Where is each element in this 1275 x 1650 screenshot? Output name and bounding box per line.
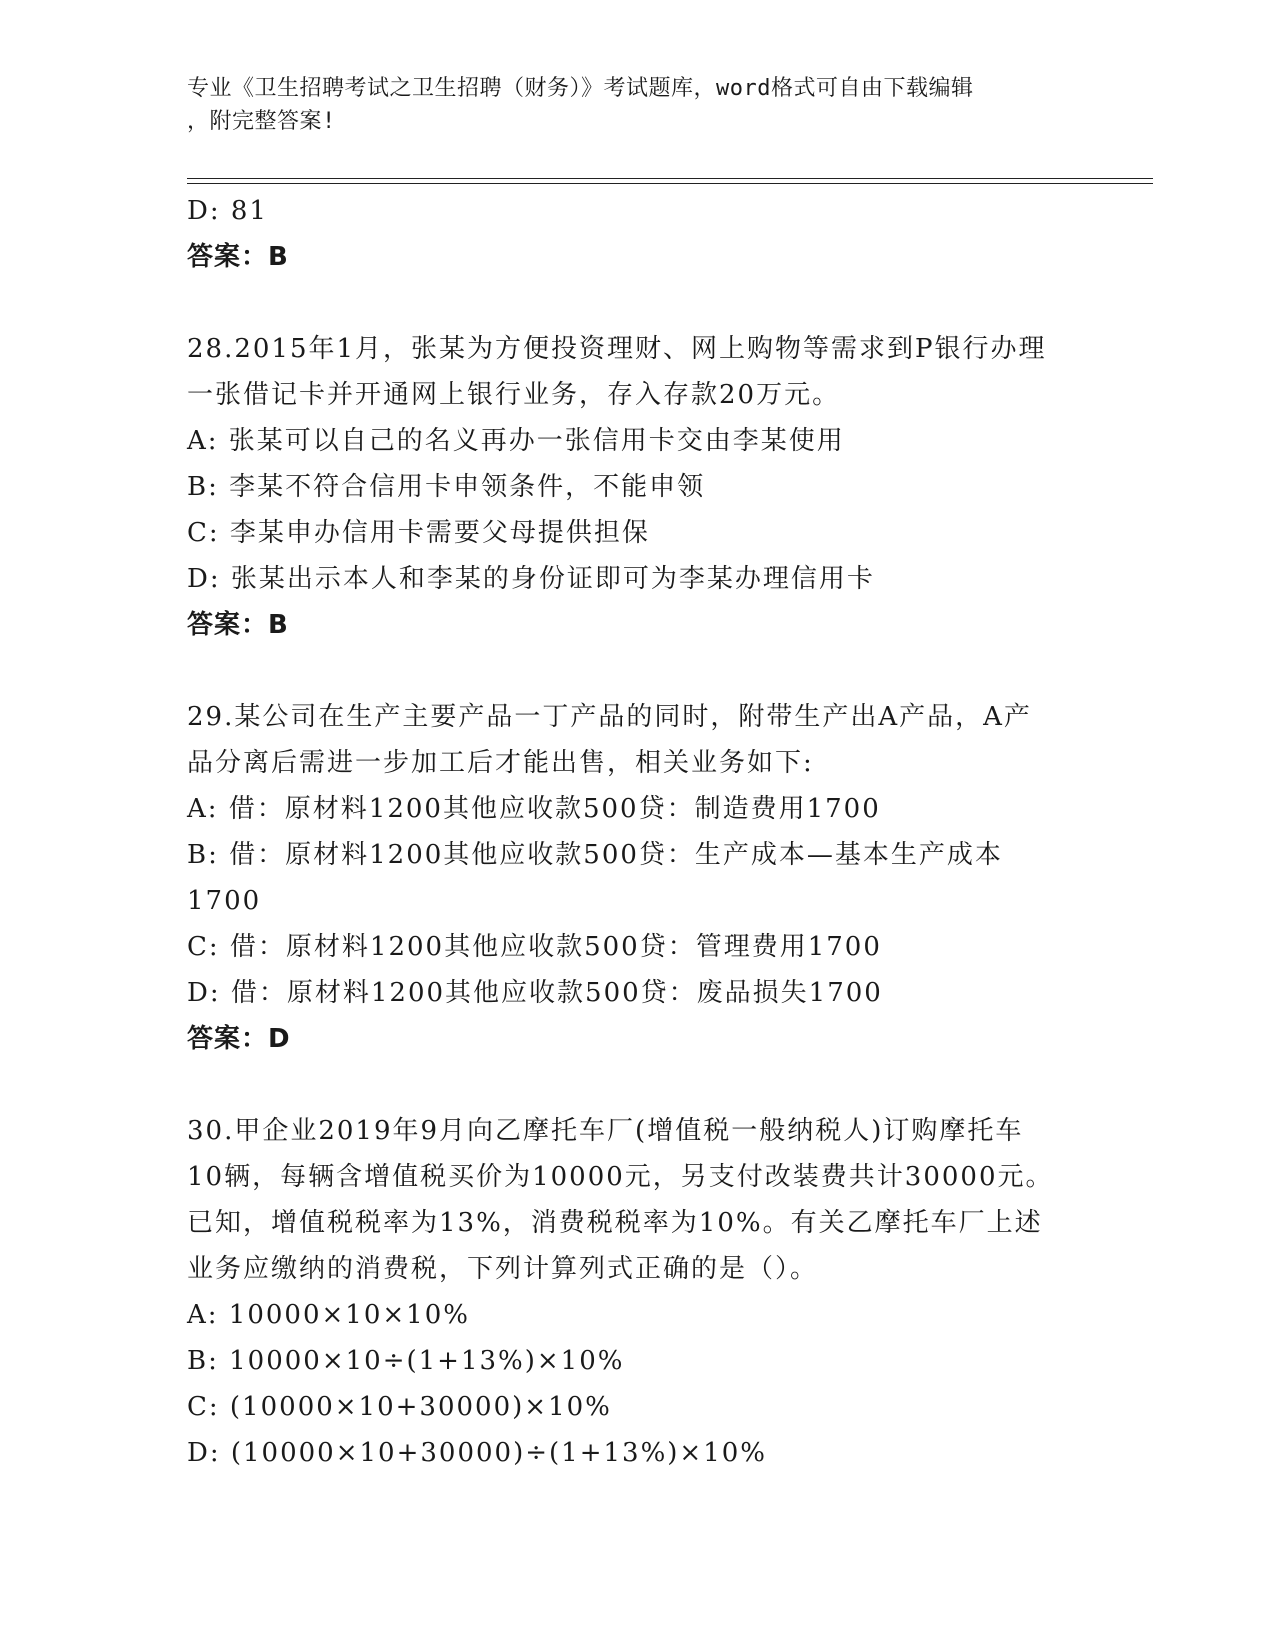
header-line-2: ，附完整答案! [187,109,336,134]
header-line-1: 专业《卫生招聘考试之卫生招聘（财务）》考试题库，word格式可自由下载编辑 [187,76,974,101]
option-d: D: 借：原材料1200其他应收款500贷：废品损失1700 [187,978,883,1008]
question-stem: 30.甲企业2019年9月向乙摩托车厂(增值税一般纳税人)订购摩托车 [187,1116,1024,1146]
question-stem: 品分离后需进一步加工后才能出售，相关业务如下: [187,748,814,778]
option-d: D: (10000×10+30000)÷(1+13%)×10% [187,1438,767,1468]
option-b-continued: 1700 [187,886,262,916]
spacer [187,280,1087,326]
question-stem: 29.某公司在生产主要产品一丁产品的同时，附带生产出A产品，A产 [187,702,1032,732]
header-divider-top [187,178,1153,179]
question-29 [187,694,1087,1062]
option-c: C: (10000×10+30000)×10% [187,1392,612,1422]
question-list [187,188,1087,1476]
option-a: A: 借：原材料1200其他应收款500贷：制造费用1700 [187,794,881,824]
option-a: A: 10000×10×10% [187,1300,470,1330]
question-stem: 一张借记卡并开通网上银行业务，存入存款20万元。 [187,380,841,410]
option-d: D: 81 [187,196,268,226]
option-b: B: 10000×10÷(1+13%)×10% [187,1346,625,1376]
document-header [187,72,1067,138]
question-stem: 已知，增值税税率为13%，消费税税率为10%。有关乙摩托车厂上述 [187,1208,1043,1238]
question-stem: 业务应缴纳的消费税，下列计算列式正确的是（）。 [187,1254,819,1284]
question-stem: 28.2015年1月，张某为方便投资理财、网上购物等需求到P银行办理 [187,334,1047,364]
option-b: B: 借：原材料1200其他应收款500贷：生产成本—基本生产成本 [187,840,1003,870]
spacer [187,1062,1087,1108]
question-stem: 10辆，每辆含增值税买价为10000元，另支付改装费共计30000元。 [187,1162,1054,1192]
option-a: A: 张某可以自己的名义再办一张信用卡交由李某使用 [187,426,845,456]
option-c: C: 借：原材料1200其他应收款500贷：管理费用1700 [187,932,882,962]
option-b: B: 李某不符合信用卡申领条件，不能申领 [187,472,706,502]
spacer [187,648,1087,694]
answer-label: 答案：D [187,1024,291,1054]
header-divider-bottom [187,183,1153,184]
question-30 [187,1108,1087,1476]
answer-label: 答案：B [187,242,289,272]
answer-label: 答案：B [187,610,289,640]
option-c: C: 李某申办信用卡需要父母提供担保 [187,518,650,548]
question-27-tail [187,188,1087,280]
question-28 [187,326,1087,648]
option-d: D: 张某出示本人和李某的身份证即可为李某办理信用卡 [187,564,875,594]
